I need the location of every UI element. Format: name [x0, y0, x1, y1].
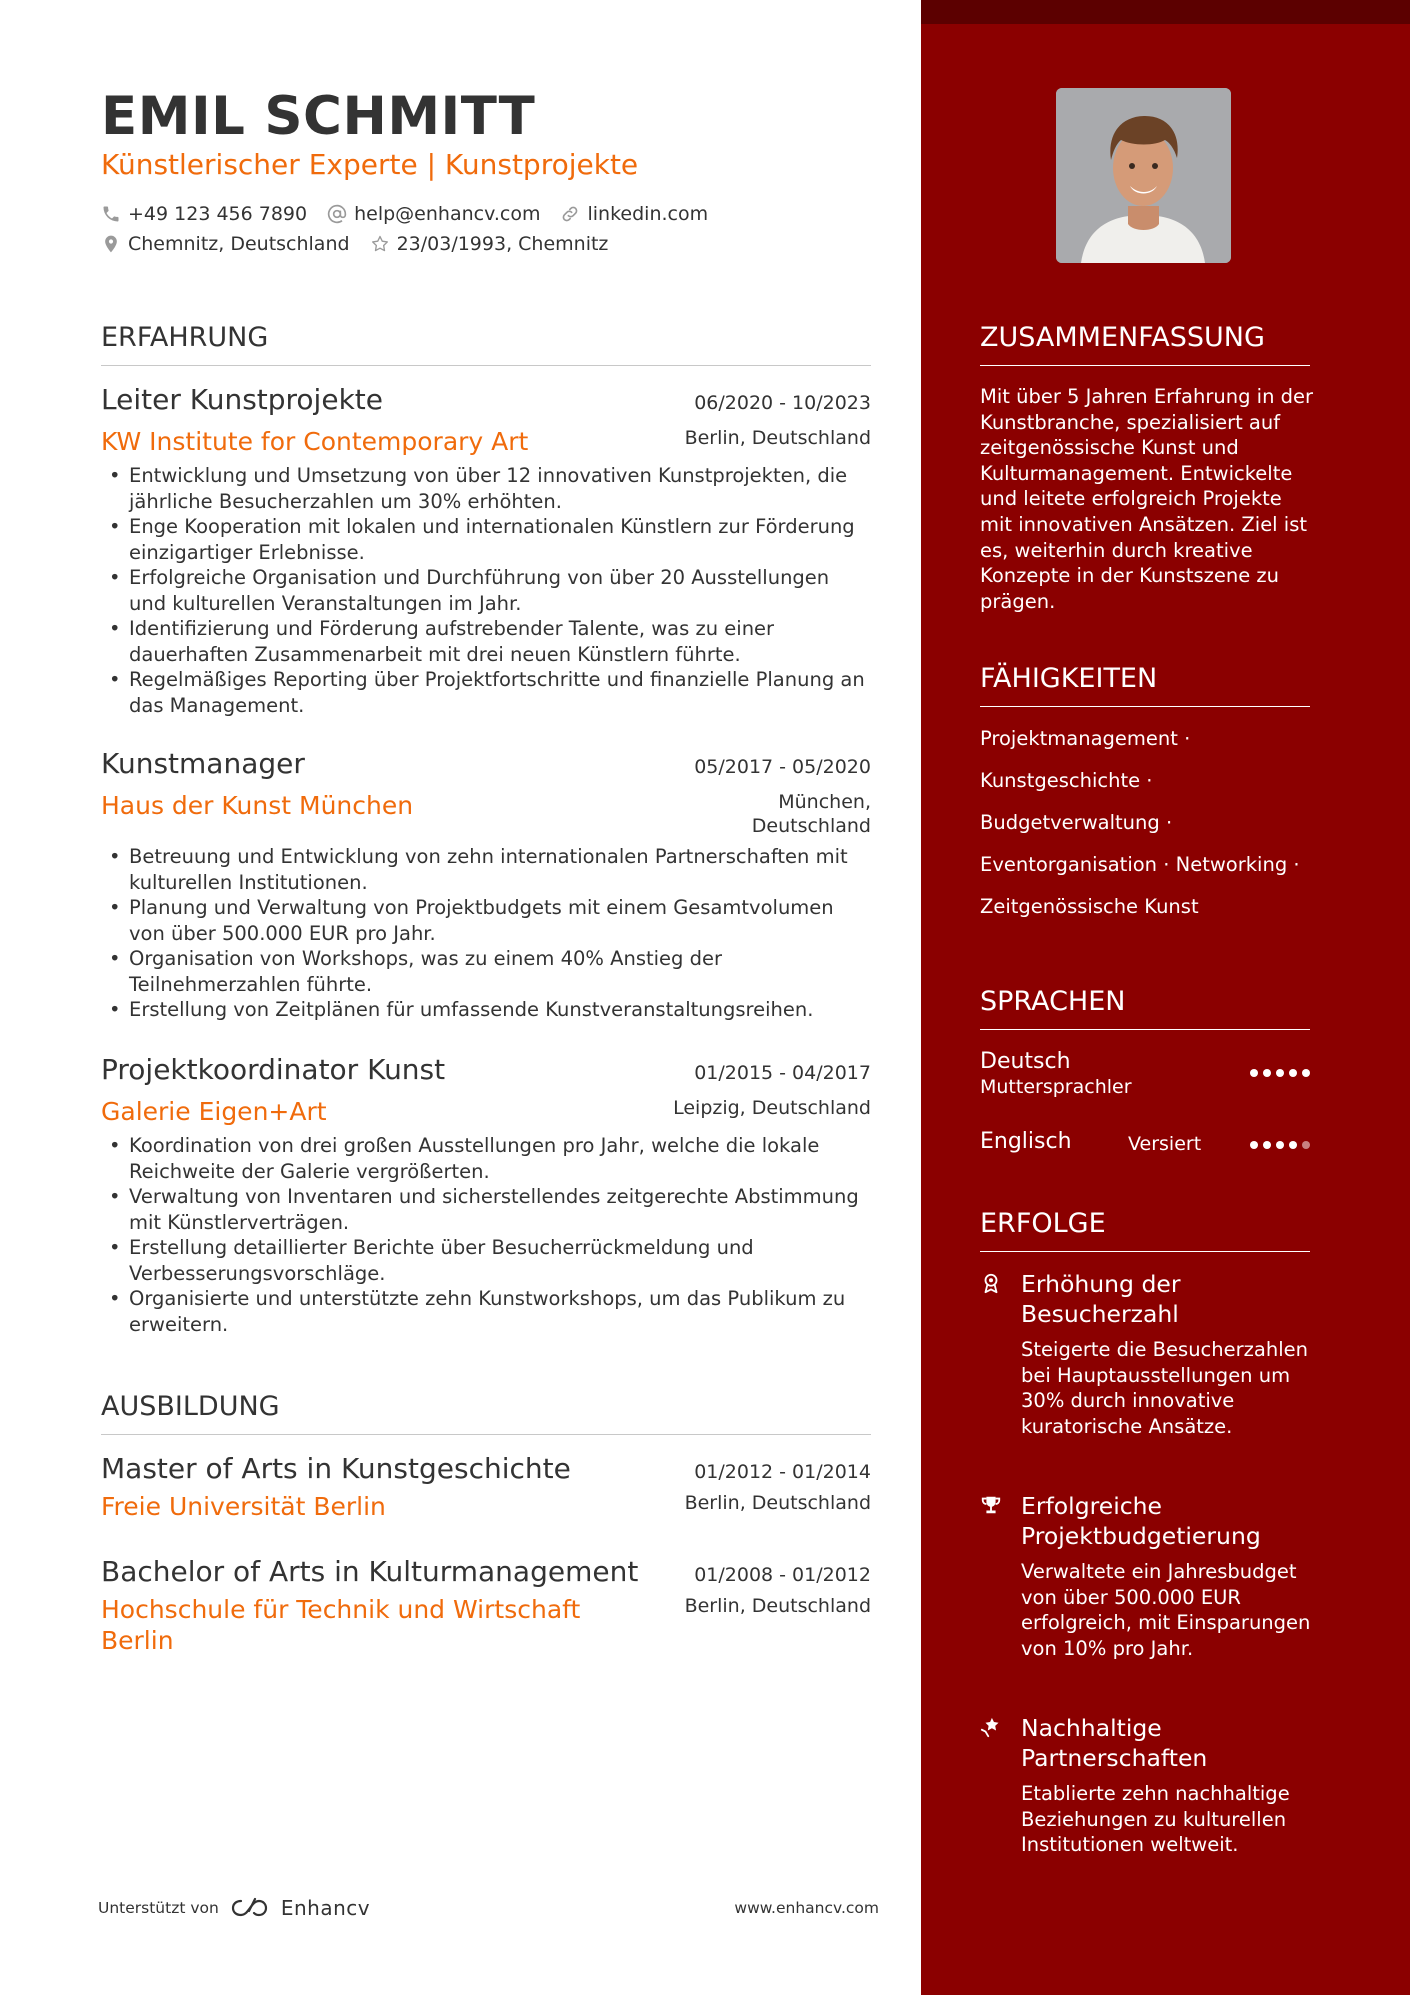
achievement-item — [980, 1492, 1320, 1661]
achievement-title: Nachhaltige Partnerschaften — [1021, 1714, 1208, 1772]
job-dates: 06/2020 - 10/2023 — [694, 392, 871, 414]
bullet: • Organisation von Workshops, was zu einem 40% Anstieg der Teilnehmerzahlen führte. — [101, 946, 871, 997]
job-org: Galerie Eigen+Art — [101, 1097, 327, 1126]
job-org: Haus der Kunst München — [101, 791, 414, 820]
degree: Bachelor of Arts in Kulturmanagement — [101, 1555, 639, 1588]
bullet: • Erstellung detaillierter Berichte über Besucherrückmeldung und Verbesserungsvorschläge. — [101, 1235, 871, 1286]
language-level: Muttersprachler — [980, 1076, 1132, 1098]
achievements-section-title: ERFOLGE — [980, 1208, 1310, 1252]
rating-dot — [1289, 1141, 1297, 1149]
skill-line: Zeitgenössische Kunst — [980, 895, 1199, 918]
job-org: KW Institute for Contemporary Art — [101, 427, 529, 456]
degree: Master of Arts in Kunstgeschichte — [101, 1452, 571, 1485]
birth-text: 23/03/1993, Chemnitz — [396, 233, 609, 255]
job-role: Leiter Kunstprojekte — [101, 383, 383, 416]
skill-line: Kunstgeschichte · — [980, 769, 1153, 792]
contact-row-2 — [101, 233, 628, 255]
job-bullets — [101, 1133, 871, 1337]
avatar — [1056, 88, 1231, 263]
summary-text: Mit über 5 Jahren Erfahrung in der Kunstbranche, spezialisiert auf zeitgenössische Kunst und Kulturmanagement. Entwickelte und leitete erfolgreich Projekte mit innovativen Ansätzen. Ziel ist es, weiterhin durch kreative Konzepte in der Kunstszene zu prägen. — [980, 385, 1314, 613]
bullet: • Identifizierung und Förderung aufstrebender Talente, was zu einer dauerhaften Zusammenarbeit mit drei neuen Künstlern führte. — [101, 616, 871, 667]
enhancv-logo-icon — [229, 1897, 275, 1919]
achievement-item — [980, 1714, 1320, 1858]
achievement-desc: Steigerte die Besucherzahlen bei Hauptausstellungen um 30% durch innovative kuratorische Ansätze. — [1021, 1338, 1308, 1438]
award-ribbon-icon — [980, 1272, 1002, 1294]
location-text: Chemnitz, Deutschland — [128, 233, 350, 255]
education-entry — [101, 1452, 871, 1522]
bullet: • Koordination von drei großen Ausstellungen pro Jahr, welche die lokale Reichweite der Galerie vergrößerten. — [101, 1133, 871, 1184]
profile-photo-icon — [1056, 88, 1231, 263]
education-dates: 01/2012 - 01/2014 — [694, 1461, 871, 1483]
skill-line: Projektmanagement · — [980, 727, 1191, 750]
location-pin-icon — [101, 234, 121, 254]
job-dates: 05/2017 - 05/2020 — [694, 756, 871, 778]
achievement-item — [980, 1270, 1320, 1439]
language-level: Versiert — [1128, 1133, 1202, 1155]
education-dates: 01/2008 - 01/2012 — [694, 1564, 871, 1586]
rating-dot — [1263, 1069, 1271, 1077]
bullet: • Erfolgreiche Organisation und Durchführung von über 20 Ausstellungen und kulturellen Veranstaltungen im Jahr. — [101, 565, 871, 616]
email-text: help@enhancv.com — [354, 203, 541, 225]
contact-location — [101, 233, 350, 255]
contact-birth — [370, 233, 609, 255]
sidebar — [921, 0, 1410, 1995]
phone-text: +49 123 456 7890 — [128, 203, 308, 225]
languages-section-title: SPRACHEN — [980, 986, 1310, 1030]
skill-line: Budgetverwaltung · — [980, 811, 1173, 834]
language-rating — [1245, 1141, 1310, 1149]
contact-phone — [101, 203, 307, 225]
language-item — [980, 1129, 1310, 1154]
rating-dot — [1302, 1069, 1310, 1077]
contact-link[interactable] — [560, 203, 708, 225]
contact-email[interactable] — [327, 203, 540, 225]
job-location-line: Deutschland — [751, 815, 871, 837]
school-line: Berlin — [101, 1626, 174, 1655]
rating-dot — [1250, 1141, 1258, 1149]
language-name: Englisch — [980, 1129, 1072, 1154]
star-icon — [370, 234, 390, 254]
summary-section-title: ZUSAMMENFASSUNG — [980, 322, 1310, 366]
footer — [98, 1896, 879, 1920]
language-item — [980, 1049, 1310, 1098]
bullet: • Entwicklung und Umsetzung von über 12 innovativen Kunstprojekten, die jährliche Besucherzahlen um 30% erhöhten. — [101, 463, 871, 514]
link-text: linkedin.com — [587, 203, 709, 225]
trophy-icon — [980, 1494, 1002, 1516]
rating-dot — [1276, 1069, 1284, 1077]
footer-url[interactable]: www.enhancv.com — [734, 1899, 879, 1917]
job-location: Leipzig, Deutschland — [673, 1097, 871, 1119]
footer-branding — [98, 1896, 370, 1920]
education-entry — [101, 1555, 871, 1656]
star-hand-icon — [980, 1716, 1002, 1738]
candidate-name: EMIL SCHMITT — [101, 86, 536, 147]
candidate-headline: Künstlerischer Experte | Kunstprojekte — [101, 148, 639, 181]
sidebar-top-band — [921, 0, 1410, 24]
language-name: Deutsch — [980, 1049, 1071, 1074]
rating-dot — [1289, 1069, 1297, 1077]
bullet: • Verwaltung von Inventaren und sicherstellendes zeitgerechte Abstimmung mit Künstlerverträgen. — [101, 1184, 871, 1235]
powered-by-text: Unterstützt von — [98, 1899, 219, 1917]
achievement-title: Erfolgreiche Projektbudgetierung — [1021, 1492, 1261, 1550]
contact-row-1 — [101, 203, 728, 225]
achievement-desc: Etablierte zehn nachhaltige Beziehungen zu kulturellen Institutionen weltweit. — [1021, 1782, 1290, 1856]
job-location — [752, 790, 871, 838]
rating-dot — [1250, 1069, 1258, 1077]
job-role: Projektkoordinator Kunst — [101, 1053, 446, 1086]
job-bullets — [101, 844, 871, 1023]
bullet: • Planung und Verwaltung von Projektbudgets mit einem Gesamtvolumen von über 500.000 EUR pro Jahr. — [101, 895, 871, 946]
job-bullets — [101, 463, 871, 718]
bullet: • Erstellung von Zeitplänen für umfassende Kunstveranstaltungsreihen. — [101, 997, 871, 1023]
experience-entry — [101, 383, 871, 718]
skills-list — [980, 727, 1320, 937]
achievement-title: Erhöhung der Besucherzahl — [1021, 1270, 1181, 1328]
skills-section-title: FÄHIGKEITEN — [980, 663, 1310, 707]
bullet: • Enge Kooperation mit lokalen und internationalen Künstlern zur Förderung einzigartiger Erlebnisse. — [101, 514, 871, 565]
rating-dot — [1276, 1141, 1284, 1149]
skill-line: Eventorganisation · Networking · — [980, 853, 1300, 876]
school — [101, 1594, 580, 1656]
language-rating — [1245, 1069, 1310, 1077]
brand-name: Enhancv — [280, 1896, 371, 1920]
experience-entry — [101, 747, 871, 1023]
experience-section-title: ERFAHRUNG — [101, 322, 871, 366]
job-location: Berlin, Deutschland — [684, 427, 871, 449]
education-location: Berlin, Deutschland — [684, 1492, 871, 1514]
phone-icon — [101, 204, 121, 224]
job-role: Kunstmanager — [101, 747, 305, 780]
school-line: Hochschule für Technik und Wirtschaft — [101, 1595, 581, 1624]
education-section-title: AUSBILDUNG — [101, 1391, 871, 1435]
at-icon — [327, 204, 347, 224]
bullet: • Regelmäßiges Reporting über Projektfortschritte und finanzielle Planung an das Management. — [101, 667, 871, 718]
bullet: • Betreuung und Entwicklung von zehn internationalen Partnerschaften mit kulturellen Institutionen. — [101, 844, 871, 895]
education-location: Berlin, Deutschland — [684, 1595, 871, 1617]
job-dates: 01/2015 - 04/2017 — [694, 1062, 871, 1084]
achievement-desc: Verwaltete ein Jahresbudget von über 500.000 EUR erfolgreich, mit Einsparungen von 10% pro Jahr. — [1021, 1560, 1311, 1660]
rating-dot — [1302, 1141, 1310, 1149]
rating-dot — [1263, 1141, 1271, 1149]
school: Freie Universität Berlin — [101, 1492, 386, 1521]
experience-entry — [101, 1053, 871, 1337]
job-location-line: München, — [778, 791, 871, 813]
bullet: • Organisierte und unterstützte zehn Kunstworkshops, um das Publikum zu erweitern. — [101, 1286, 871, 1337]
link-icon — [560, 204, 580, 224]
